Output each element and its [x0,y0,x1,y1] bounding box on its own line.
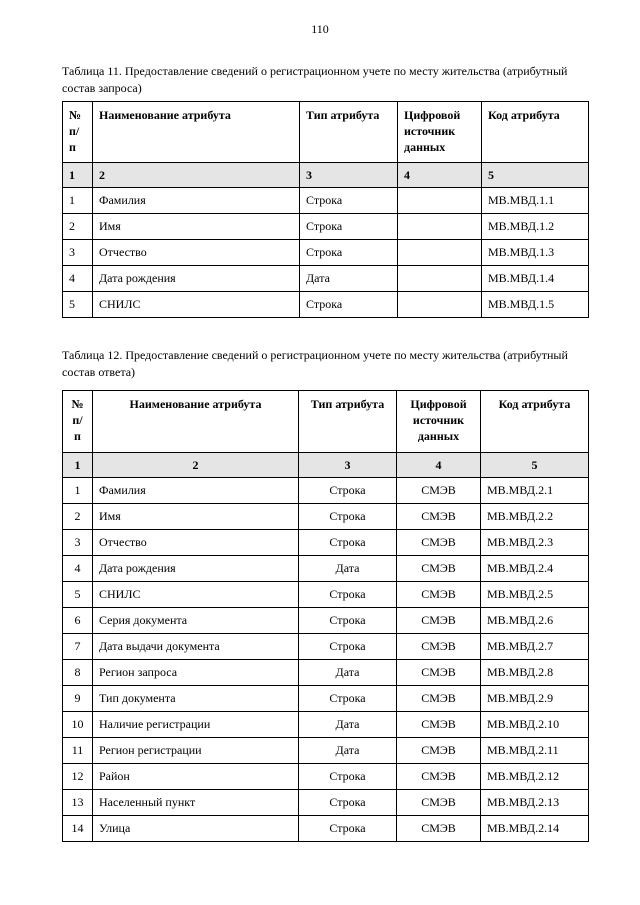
table-cell [398,188,482,214]
table-cell: 2 [63,214,93,240]
table-row [63,504,589,530]
table-row [63,816,589,842]
table-cell: МВ.МВД.2.14 [481,816,589,842]
table-cell: МВ.МВД.2.12 [481,764,589,790]
table-cell: Строка [299,764,397,790]
table-cell: Строка [299,478,397,504]
table-cell: МВ.МВД.2.8 [481,660,589,686]
table-cell: СМЭВ [397,738,481,764]
column-number-row [63,163,589,188]
table-cell: 6 [63,608,93,634]
table-cell: СМЭВ [397,530,481,556]
column-header: Наименование атрибута [93,391,299,453]
table-cell: СМЭВ [397,504,481,530]
table-cell: Дата [299,556,397,582]
table-cell: Дата [300,266,398,292]
table-cell: Тип документа [93,686,299,712]
table-cell: МВ.МВД.2.13 [481,790,589,816]
table-11-caption: Таблица 11. Предоставление сведений о регистрационном учете по месту жительства (атрибутный состав запроса) [62,64,568,95]
table-cell: СМЭВ [397,816,481,842]
table-cell: МВ.МВД.2.1 [481,478,589,504]
table-11 [62,101,589,318]
table-cell: Дата рождения [93,266,300,292]
table-cell: МВ.МВД.2.3 [481,530,589,556]
table-cell: Регион регистрации [93,738,299,764]
table-cell: МВ.МВД.2.9 [481,686,589,712]
table-cell: Строка [299,504,397,530]
column-header: Цифровой источник данных [398,102,482,163]
table-cell: СМЭВ [397,556,481,582]
table-cell: Дата [299,712,397,738]
table-cell: 13 [63,790,93,816]
table-row [63,712,589,738]
table-cell: 12 [63,764,93,790]
table-cell: 3 [63,530,93,556]
column-header: Код атрибута [482,102,589,163]
table-cell: 1 [63,188,93,214]
table-row [63,582,589,608]
table-cell [398,266,482,292]
column-number: 2 [93,453,299,478]
column-header: Наименование атрибута [93,102,300,163]
header-row [63,391,589,453]
column-number: 3 [300,163,398,188]
table-cell: 14 [63,816,93,842]
table-cell: Фамилия [93,188,300,214]
table-cell: МВ.МВД.2.6 [481,608,589,634]
table-cell: Строка [300,188,398,214]
table-cell: Строка [299,530,397,556]
column-header: Код атрибута [481,391,589,453]
column-header: № п/п [63,102,93,163]
column-header: Тип атрибута [299,391,397,453]
table-row [63,764,589,790]
table-row [63,738,589,764]
table-row [63,608,589,634]
table-cell: Строка [299,816,397,842]
page-number: 110 [311,22,329,36]
table-cell: Фамилия [93,478,299,504]
table-cell: Строка [299,686,397,712]
table-cell: Имя [93,504,299,530]
table-row [63,214,589,240]
table-cell: МВ.МВД.2.5 [481,582,589,608]
table-cell: 1 [63,478,93,504]
table-cell: 2 [63,504,93,530]
table-cell: Дата рождения [93,556,299,582]
column-number: 4 [397,453,481,478]
table-cell: МВ.МВД.2.11 [481,738,589,764]
table-row [63,660,589,686]
table-cell: Дата [299,660,397,686]
table-cell [398,292,482,318]
table-cell: Улица [93,816,299,842]
table-cell: Строка [299,608,397,634]
table-row [63,188,589,214]
table-cell: 3 [63,240,93,266]
table-12-caption: Таблица 12. Предоставление сведений о регистрационном учете по месту жительства (атрибутный состав ответа) [62,348,568,379]
table-cell: СМЭВ [397,582,481,608]
column-number: 3 [299,453,397,478]
header-row [63,102,589,163]
column-header: № п/п [63,391,93,453]
table-row [63,530,589,556]
column-header: Цифровой источник данных [397,391,481,453]
table-cell: Строка [300,214,398,240]
table-cell: Дата выдачи документа [93,634,299,660]
table-row [63,240,589,266]
column-number: 1 [63,453,93,478]
column-number: 2 [93,163,300,188]
table-cell: СМЭВ [397,608,481,634]
table-cell: МВ.МВД.2.4 [481,556,589,582]
table-cell: СМЭВ [397,660,481,686]
table-cell: Населенный пункт [93,790,299,816]
table-cell: СНИЛС [93,582,299,608]
column-number-row [63,453,589,478]
table-cell: МВ.МВД.2.7 [481,634,589,660]
table-row [63,790,589,816]
table-cell: СНИЛС [93,292,300,318]
table-cell: Отчество [93,530,299,556]
table-cell: 7 [63,634,93,660]
table-cell: СМЭВ [397,790,481,816]
table-cell: 8 [63,660,93,686]
table-row [63,292,589,318]
table-cell: СМЭВ [397,764,481,790]
table-cell: 5 [63,582,93,608]
table-cell: МВ.МВД.2.2 [481,504,589,530]
table-cell: Серия документа [93,608,299,634]
table-cell: 10 [63,712,93,738]
table-cell: 11 [63,738,93,764]
table-12 [62,390,589,842]
table-cell: МВ.МВД.2.10 [481,712,589,738]
table-cell: Дата [299,738,397,764]
column-number: 4 [398,163,482,188]
table-cell [398,214,482,240]
table-cell: СМЭВ [397,634,481,660]
table-cell: СМЭВ [397,712,481,738]
table-cell: СМЭВ [397,478,481,504]
table-cell: 9 [63,686,93,712]
table-row [63,556,589,582]
table-cell: МВ.МВД.1.5 [482,292,589,318]
table-cell: 5 [63,292,93,318]
table-cell: 4 [63,266,93,292]
table-cell: МВ.МВД.1.2 [482,214,589,240]
table-cell [398,240,482,266]
table-cell: СМЭВ [397,686,481,712]
table-cell: Строка [299,582,397,608]
table-cell: Строка [300,240,398,266]
table-cell: Наличие регистрации [93,712,299,738]
table-cell: МВ.МВД.1.1 [482,188,589,214]
table-cell: МВ.МВД.1.3 [482,240,589,266]
table-row [63,266,589,292]
table-cell: Имя [93,214,300,240]
column-number: 5 [482,163,589,188]
table-cell: Регион запроса [93,660,299,686]
table-cell: 4 [63,556,93,582]
table-cell: МВ.МВД.1.4 [482,266,589,292]
table-cell: Строка [300,292,398,318]
table-row [63,634,589,660]
column-number: 1 [63,163,93,188]
table-cell: Отчество [93,240,300,266]
column-header: Тип атрибута [300,102,398,163]
table-cell: Строка [299,790,397,816]
table-cell: Строка [299,634,397,660]
table-row [63,686,589,712]
table-cell: Район [93,764,299,790]
column-number: 5 [481,453,589,478]
table-row [63,478,589,504]
